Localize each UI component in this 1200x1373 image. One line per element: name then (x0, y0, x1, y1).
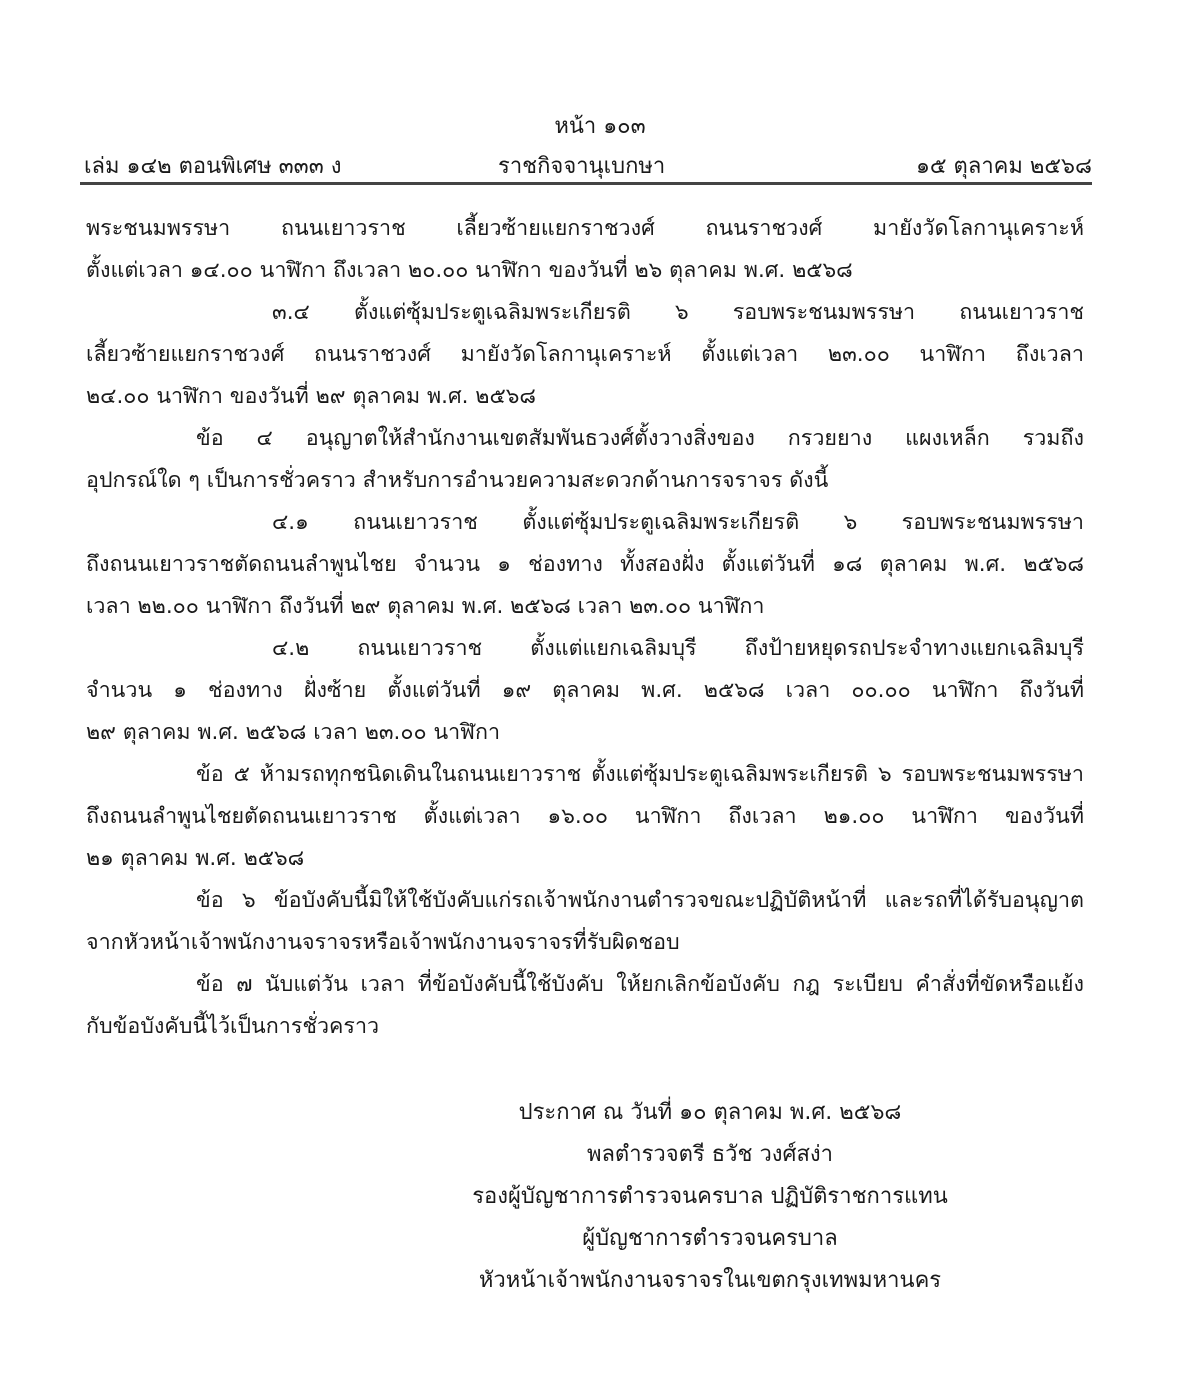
signature-block (400, 1092, 1020, 1302)
page-number: หน้า ๑๐๓ (554, 114, 646, 139)
body-line: ๓.๔ ตั้งแต่ซุ้มประตูเฉลิมพระเกียรติ ๖ รอบพระชนมพรรษา ถนนเยาวราช (272, 300, 1084, 325)
body-line: ถึงถนนเยาวราชตัดถนนลำพูนไชย จำนวน ๑ ช่องทาง ทั้งสองฝั่ง ตั้งแต่วันที่ ๑๘ ตุลาคม พ.ศ. ๒๕๖๘ (86, 552, 1084, 577)
body-line: จำนวน ๑ ช่องทาง ฝั่งซ้าย ตั้งแต่วันที่ ๑๙ ตุลาคม พ.ศ. ๒๕๖๘ เวลา ๐๐.๐๐ นาฬิกา ถึงวันที่ (86, 678, 1084, 703)
body-line: ๔.๒ ถนนเยาวราช ตั้งแต่แยกเฉลิมบุรี ถึงป้ายหยุดรถประจำทางแยกเฉลิมบุรี (272, 636, 1084, 661)
body-line: ๒๑ ตุลาคม พ.ศ. ๒๕๖๘ (86, 846, 305, 871)
body-line: ๒๔.๐๐ นาฬิกา ของวันที่ ๒๙ ตุลาคม พ.ศ. ๒๕๖๘ (86, 384, 536, 409)
signatory-position: รองผู้บัญชาการตำรวจนครบาล ปฏิบัติราชการแทน (472, 1184, 948, 1209)
body-line: ตั้งแต่เวลา ๑๔.๐๐ นาฬิกา ถึงเวลา ๒๐.๐๐ นาฬิกา ของวันที่ ๒๖ ตุลาคม พ.ศ. ๒๕๖๘ (86, 258, 853, 283)
publication-title: ราชกิจจานุเบกษา (498, 154, 666, 179)
header-rule (80, 182, 1092, 185)
body-line: ข้อ ๖ ข้อบังคับนี้มิให้ใช้บังคับแก่รถเจ้าพนักงานตำรวจขณะปฏิบัติหน้าที่ และรถที่ได้รับอนุญาต (196, 888, 1084, 913)
signatory-name: พลตำรวจตรี ธวัช วงศ์สง่า (586, 1142, 834, 1167)
body-line: เลี้ยวซ้ายแยกราชวงศ์ ถนนราชวงศ์ มายังวัดโลกานุเคราะห์ ตั้งแต่เวลา ๒๓.๐๐ นาฬิกา ถึงเวลา (86, 342, 1084, 367)
volume-info: เล่ม ๑๔๒ ตอนพิเศษ ๓๓๓ ง (84, 154, 342, 179)
issue-date: ๑๕ ตุลาคม ๒๕๖๘ (915, 154, 1092, 179)
announcement-date: ประกาศ ณ วันที่ ๑๐ ตุลาคม พ.ศ. ๒๕๖๘ (518, 1100, 902, 1125)
signatory-position-2: ผู้บัญชาการตำรวจนครบาล (582, 1226, 838, 1251)
body-line: พระชนมพรรษา ถนนเยาวราช เลี้ยวซ้ายแยกราชวงศ์ ถนนราชวงศ์ มายังวัดโลกานุเคราะห์ (86, 216, 1084, 241)
document-body (86, 208, 1084, 1048)
body-line: อุปกรณ์ใด ๆ เป็นการชั่วคราว สำหรับการอำนวยความสะดวกด้านการจราจร ดังนี้ (86, 468, 829, 493)
body-line: ข้อ ๕ ห้ามรถทุกชนิดเดินในถนนเยาวราช ตั้งแต่ซุ้มประตูเฉลิมพระเกียรติ ๖ รอบพระชนมพรรษา (196, 762, 1084, 787)
body-line: เวลา ๒๒.๐๐ นาฬิกา ถึงวันที่ ๒๙ ตุลาคม พ.ศ. ๒๕๖๘ เวลา ๒๓.๐๐ นาฬิกา (86, 594, 765, 619)
body-line: ถึงถนนลำพูนไชยตัดถนนเยาวราช ตั้งแต่เวลา ๑๖.๐๐ นาฬิกา ถึงเวลา ๒๑.๐๐ นาฬิกา ของวันที่ (86, 804, 1084, 829)
body-line: ๔.๑ ถนนเยาวราช ตั้งแต่ซุ้มประตูเฉลิมพระเกียรติ ๖ รอบพระชนมพรรษา (272, 510, 1084, 535)
body-line: ข้อ ๔ อนุญาตให้สำนักงานเขตสัมพันธวงศ์ตั้งวางสิ่งของ กรวยยาง แผงเหล็ก รวมถึง (196, 426, 1084, 451)
signatory-position-3: หัวหน้าเจ้าพนักงานจราจรในเขตกรุงเทพมหานคร (478, 1268, 942, 1293)
body-line: จากหัวหน้าเจ้าพนักงานจราจรหรือเจ้าพนักงานจราจรที่รับผิดชอบ (86, 930, 680, 955)
body-line: ๒๙ ตุลาคม พ.ศ. ๒๕๖๘ เวลา ๒๓.๐๐ นาฬิกา (86, 720, 501, 745)
body-line: ข้อ ๗ นับแต่วัน เวลา ที่ข้อบังคับนี้ใช้บังคับ ให้ยกเลิกข้อบังคับ กฎ ระเบียบ คำสั่งที่ขัดหรือแย้ง (196, 972, 1084, 997)
body-line: กับข้อบังคับนี้ไว้เป็นการชั่วคราว (86, 1014, 380, 1039)
